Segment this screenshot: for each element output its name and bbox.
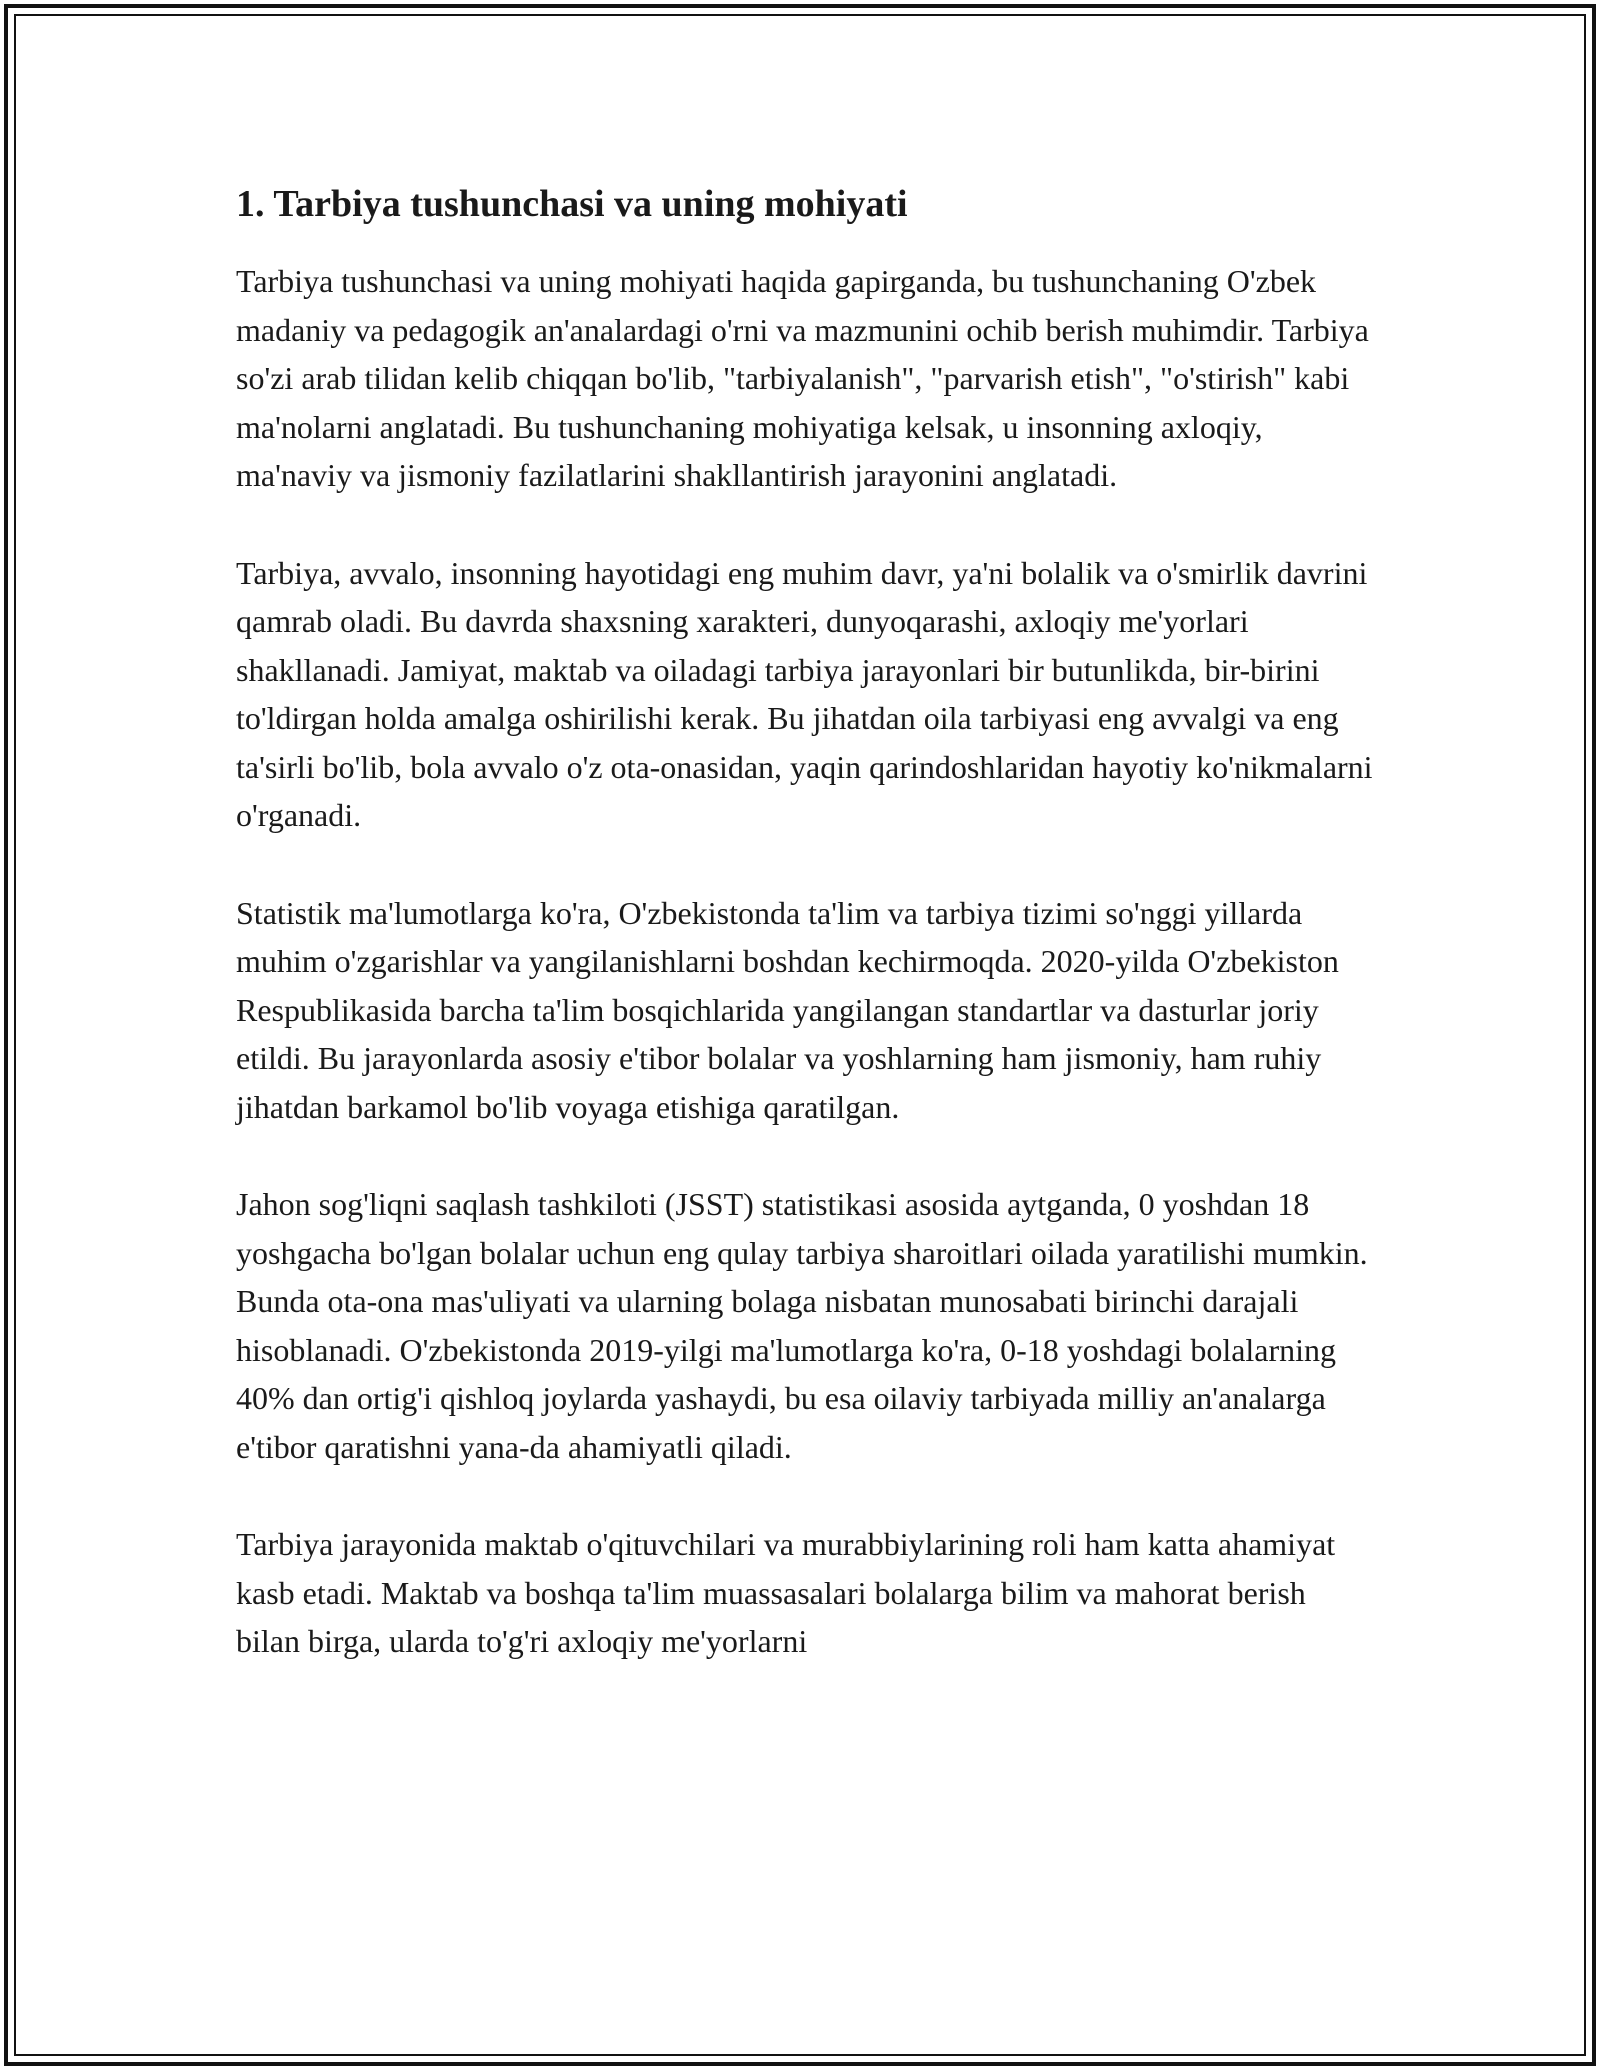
paragraph-3: Statistik ma'lumotlarga ko'ra, O'zbekistonda ta'lim va tarbiya tizimi so'nggi yillarda muhim o'zgarishlar va yangilanishlarni boshdan kechirmoqda. 2020-yilda O'zbekiston Respublikasida barcha ta'lim bosqichlarida yangilangan standartlar va dasturlar joriy etildi. Bu jarayonlarda asosiy e'tibor bolalar va yoshlarning ham jismoniy, ham ruhiy jihatdan barkamol bo'lib voyaga etishiga qaratilgan. <box>236 894 1339 1125</box>
section-heading: 1. Tarbiya tushunchasi va uning mohiyati <box>236 183 908 225</box>
paragraph-1: Tarbiya tushunchasi va uning mohiyati haqida gapirganda, bu tushunchaning O'zbek madaniy va pedagogik an'analardagi o'rni va mazmunini ochib berish muhimdir. Tarbiya so'zi arab tilidan kelib chiqqan bo'lib, "tarbiyalanish", "parvarish etish", "o'stirish" kabi ma'nolarni anglatadi. Bu tushunchaning mohiyatiga kelsak, u insonning axloqiy, ma'naviy va jismoniy fazilatlarini shakllantirish jarayonini anglatadi. <box>236 263 1369 494</box>
paragraph-5: Tarbiya jarayonida maktab o'qituvchilari va murabbiylarining roli ham katta ahamiyat kasb etadi. Maktab va boshqa ta'lim muassasalari bolalarga bilim va mahorat berish bilan birga, ularda to'g'ri axloqiy me'yorlarni <box>236 1526 1336 1660</box>
document-page <box>236 180 1376 1715</box>
paragraph-4: Jahon sog'liqni saqlash tashkiloti (JSST) statistikasi asosida aytganda, 0 yoshdan 18 yoshgacha bo'lgan bolalar uchun eng qulay tarbiya sharoitlari oilada yaratilishi mumkin. Bunda ota-ona mas'uliyati va ularning bolaga nisbatan munosabati birinchi darajali hisoblanadi. O'zbekistonda 2019-yilgi ma'lumotlarga ko'ra, 0-18 yoshdagi bolalarning 40% dan ortig'i qishloq joylarda yashaydi, bu esa oilaviy tarbiyada milliy an'analarga e'tibor qaratishni yana-da ahamiyatli qiladi. <box>236 1186 1368 1465</box>
paragraph-2: Tarbiya, avvalo, insonning hayotidagi eng muhim davr, ya'ni bolalik va o'smirlik davrini qamrab oladi. Bu davrda shaxsning xarakteri, dunyoqarashi, axloqiy me'yorlari shakllanadi. Jamiyat, maktab va oiladagi tarbiya jarayonlari bir butunlikda, bir-birini to'ldirgan holda amalga oshirilishi kerak. Bu jihatdan oila tarbiyasi eng avvalgi va eng ta'sirli bo'lib, bola avvalo o'z ota-onasidan, yaqin qarindoshlaridan hayotiy ko'nikmalarni o'rganadi. <box>236 554 1373 834</box>
